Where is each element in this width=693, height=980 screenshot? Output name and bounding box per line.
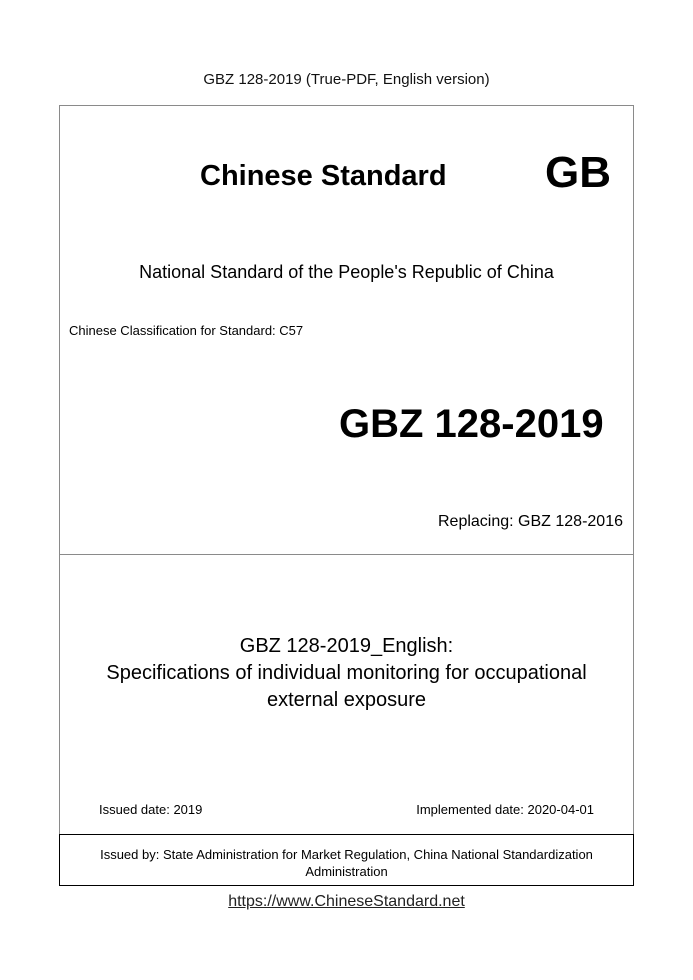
gb-mark: GB — [545, 148, 611, 197]
website-link[interactable]: https://www.ChineseStandard.net — [228, 893, 465, 910]
replacing-label: Replacing: GBZ 128-2016 — [438, 513, 623, 530]
issued-date: Issued date: 2019 — [99, 802, 203, 817]
national-standard-line: National Standard of the People's Republic of China — [139, 262, 554, 282]
classification-label: Chinese Classification for Standard: C57 — [69, 323, 304, 338]
standard-heading: Chinese Standard — [200, 160, 447, 192]
issued-by — [62, 846, 631, 880]
page-header-title: GBZ 128-2019 (True-PDF, English version) — [203, 71, 490, 88]
document-title — [80, 633, 613, 714]
document-title-line-3: external exposure — [267, 689, 426, 711]
document-title-line-2: Specifications of individual monitoring for occupational — [106, 662, 587, 684]
implemented-date: Implemented date: 2020-04-01 — [416, 802, 594, 817]
issued-by-line-2: Administration — [305, 864, 388, 879]
standard-number: GBZ 128-2019 — [339, 402, 604, 446]
issued-by-line-1: Issued by: State Administration for Market Regulation, China National Standardization — [100, 847, 593, 862]
document-title-line-1: GBZ 128-2019_English: — [239, 635, 454, 657]
